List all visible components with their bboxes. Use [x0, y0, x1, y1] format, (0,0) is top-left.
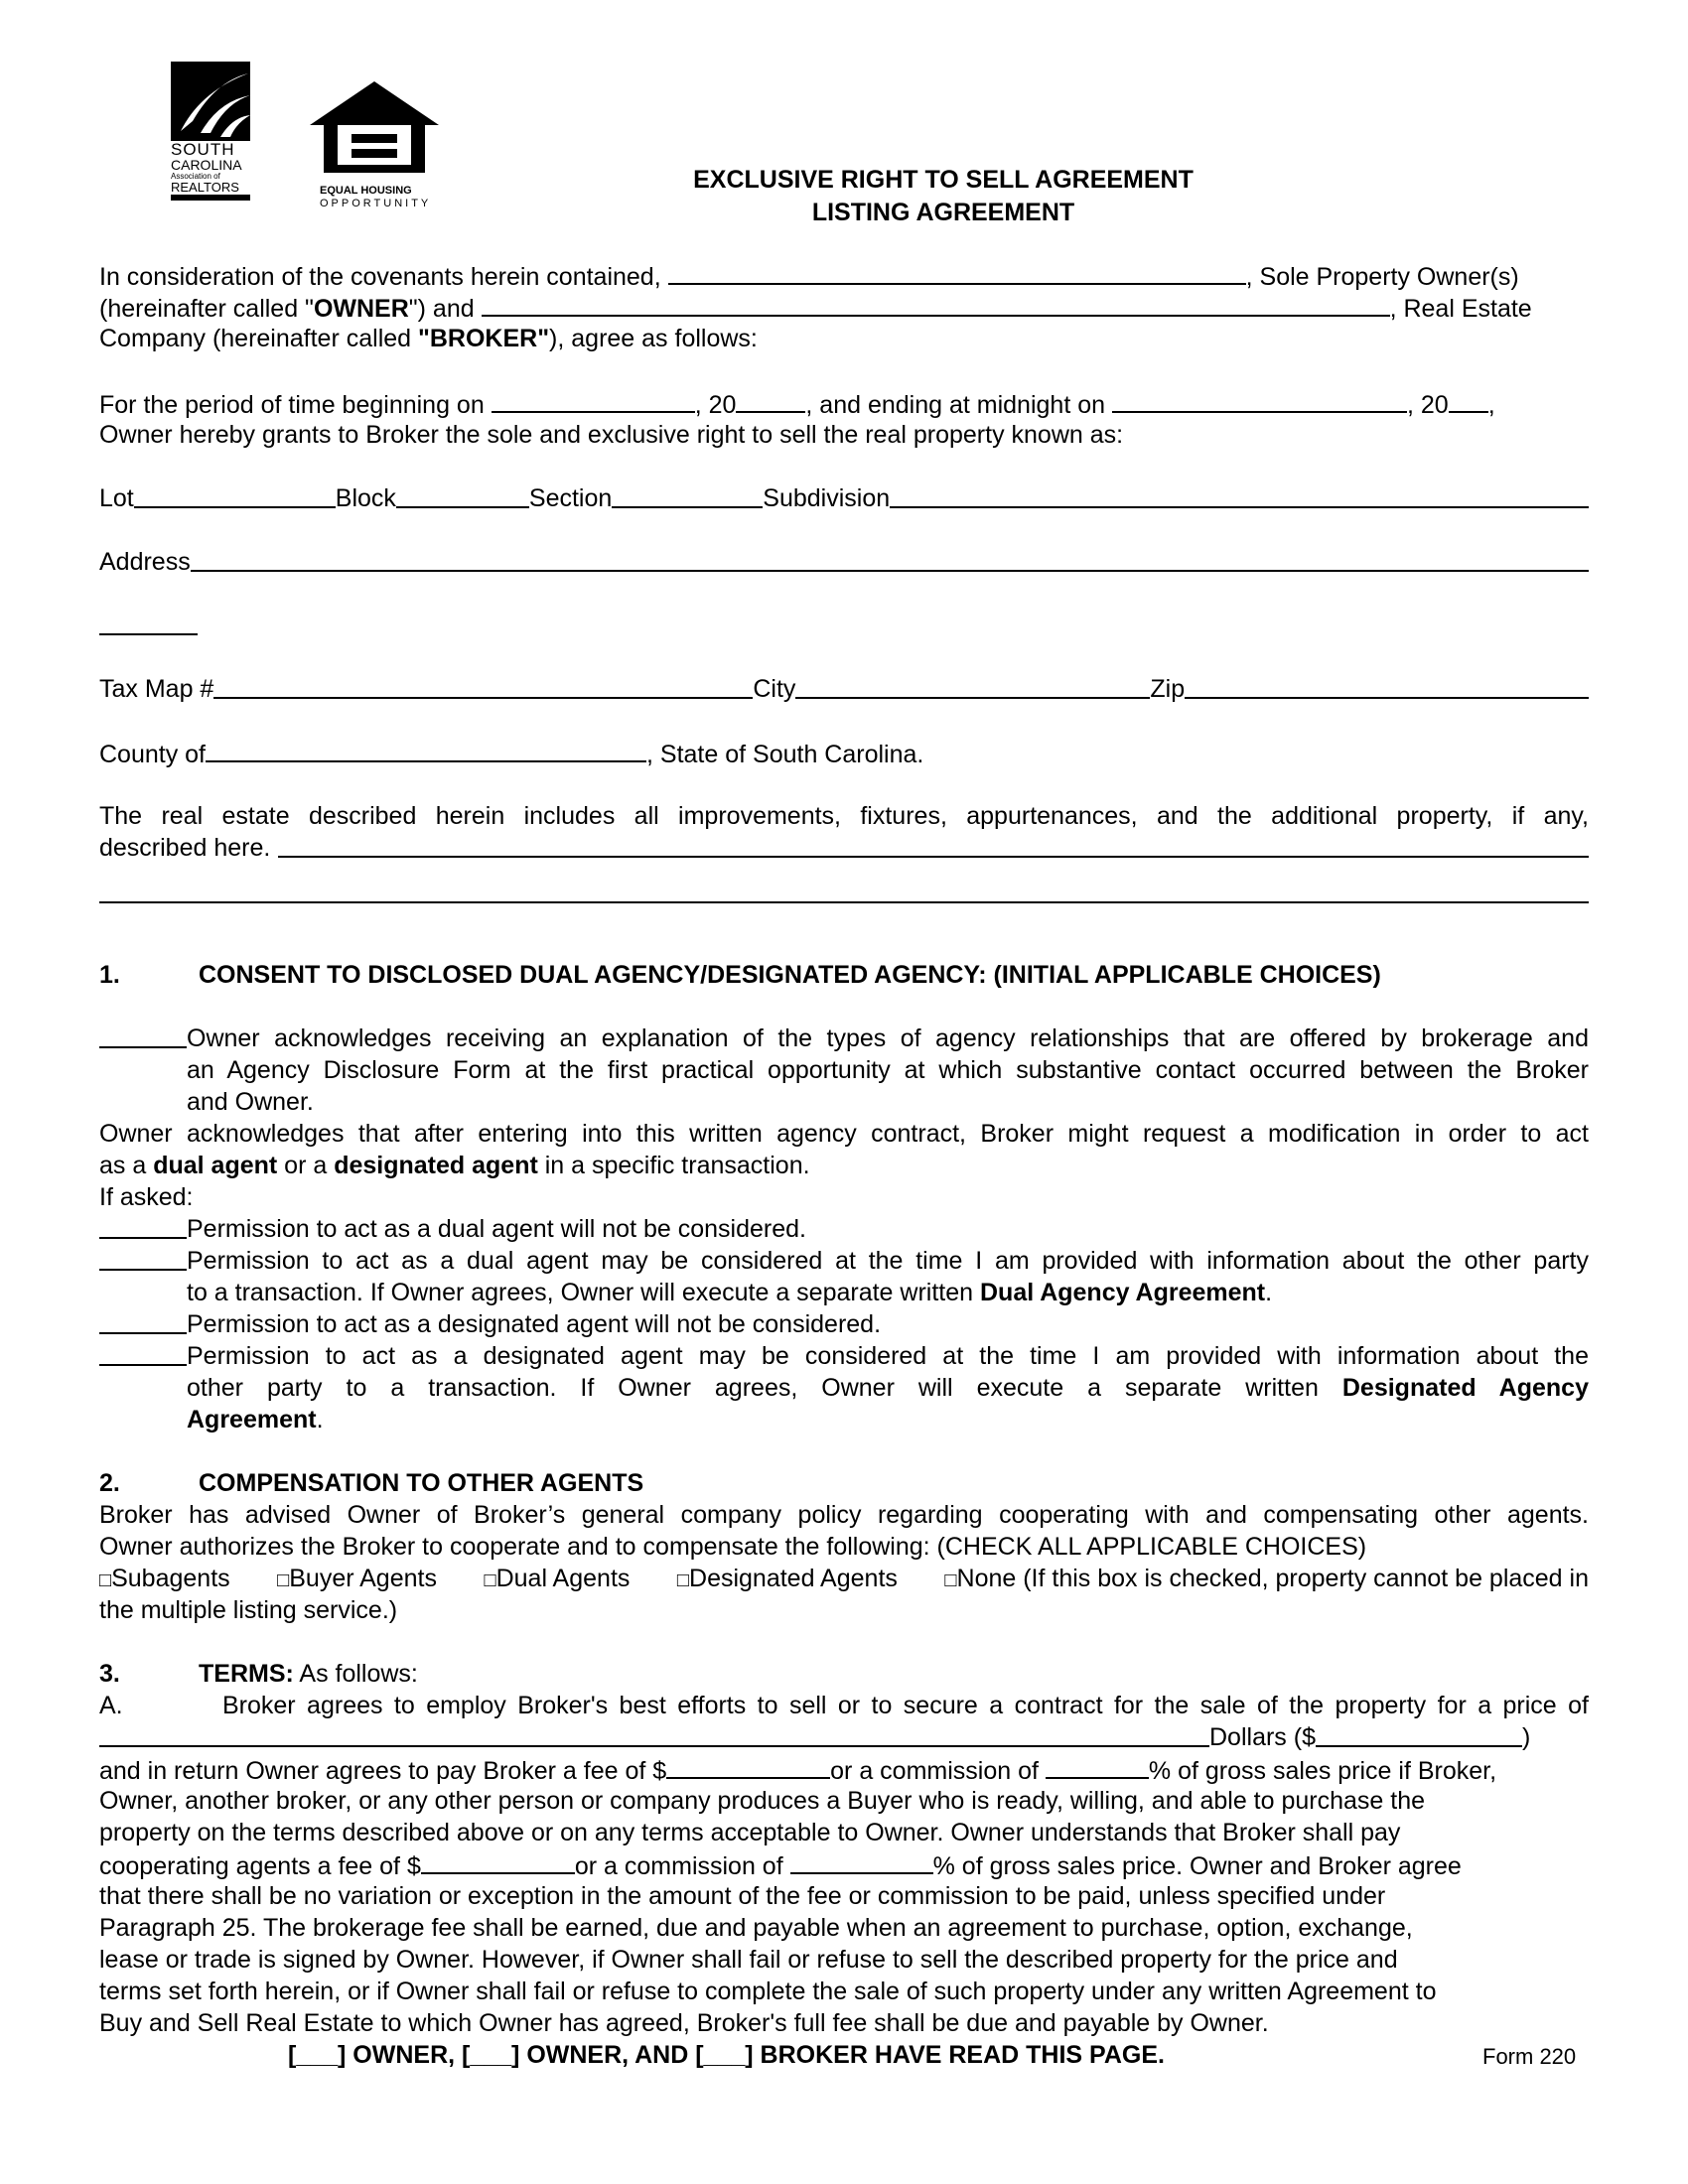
period-line-1: For the period of time beginning on , 20 , and ending at midnight on , 20 ,: [99, 387, 1589, 421]
checkbox-icon[interactable]: □: [944, 1570, 957, 1591]
section-1-option-3: Permission to act as a designated agent will not be considered.: [99, 1308, 1589, 1340]
realtors-text-1: SOUTH: [171, 140, 235, 159]
additional-property-field-2[interactable]: [99, 901, 1589, 903]
palmetto-icon: [171, 62, 254, 141]
coop-commission-field[interactable]: [790, 1848, 933, 1874]
property-includes-line-2: described here.: [99, 832, 1589, 864]
intro-line-3: Company (hereinafter called "BROKER"), agree as follows:: [99, 325, 758, 352]
end-date-field[interactable]: [1112, 387, 1407, 413]
section-3-a-line-1: A. Broker agrees to employ Broker's best efforts to sell or to secure a contract for the sale of the property for a price of: [99, 1692, 1589, 1719]
section-1-ack-line-1: Owner acknowledges receiving an explanation of the types of agency relationships that are offered by brokerage and: [99, 1023, 1589, 1054]
section-3-fee-line: and in return Owner agrees to pay Broker a fee of $ or a commission of % of gross sales price if Broker,: [99, 1753, 1589, 1787]
property-county-line: County of , State of South Carolina.: [99, 737, 1589, 770]
initials-option-2-field[interactable]: [99, 1245, 187, 1271]
choice-dual-agents[interactable]: □Dual Agents: [484, 1565, 631, 1592]
property-taxmap-line: Tax Map # City Zip: [99, 673, 1589, 705]
section-3-line-11: Buy and Sell Real Estate to which Owner has agreed, Broker's full fee shall be due and payable by Owner.: [99, 2009, 1269, 2037]
section-1-option-4: Permission to act as a designated agent may be considered at the time I am provided with information about the: [99, 1340, 1589, 1372]
section-3-coop-line: cooperating agents a fee of $ or a commission of % of gross sales price. Owner and Broker agree: [99, 1848, 1589, 1882]
section-1-heading: 1. CONSENT TO DISCLOSED DUAL AGENCY/DESIGNATED AGENCY: (INITIAL APPLICABLE CHOICES): [99, 961, 1381, 989]
address-field[interactable]: [191, 546, 1589, 572]
section-1-option-4-cont: other party to a transaction. If Owner agrees, Owner will execute a separate written Designated Agency: [187, 1374, 1589, 1402]
choice-buyer-agents[interactable]: □Buyer Agents: [277, 1565, 437, 1592]
section-1-if-asked: If asked:: [99, 1183, 194, 1211]
additional-property-field[interactable]: [278, 832, 1589, 858]
zip-field[interactable]: [1185, 673, 1589, 699]
equal-housing-text-2: OPPORTUNITY: [320, 198, 432, 209]
checkbox-icon[interactable]: □: [484, 1570, 496, 1591]
document-title: EXCLUSIVE RIGHT TO SELL AGREEMENT: [693, 166, 1194, 194]
section-1-mod-line-1: Owner acknowledges that after entering into this written agency contract, Broker might request a modification in order to act: [99, 1120, 1589, 1148]
section-1-mod-line-2: as a dual agent or a designated agent in a specific transaction.: [99, 1152, 810, 1179]
initials-option-3-field[interactable]: [99, 1308, 187, 1334]
section-2-line-1: Broker has advised Owner of Broker’s general company policy regarding cooperating with and compensating other agents.: [99, 1501, 1589, 1529]
checkbox-icon[interactable]: □: [676, 1570, 690, 1591]
section-3-line-9: lease or trade is signed by Owner. However, if Owner shall fail or refuse to sell the described property for the price and: [99, 1946, 1398, 1974]
end-year-field[interactable]: [1449, 387, 1488, 413]
choice-none[interactable]: □None (If this box is checked, property cannot be placed in: [944, 1565, 1589, 1592]
realtors-text-4: REALTORS: [171, 181, 250, 201]
section-3-line-10: terms set forth herein, or if Owner shall fail or refuse to complete the sale of such property under any written Agreement to: [99, 1978, 1437, 2005]
initials-option-4-field[interactable]: [99, 1340, 187, 1366]
intro-line-1: In consideration of the covenants herein contained, , Sole Property Owner(s): [99, 259, 1589, 293]
broker-company-field[interactable]: [482, 291, 1390, 317]
section-1-ack-line-2: an Agency Disclosure Form at the first practical opportunity at which substantive contact occurred between the Broker: [187, 1056, 1589, 1084]
property-includes-line-1: The real estate described herein includes all improvements, fixtures, appurtenances, and the additional property, if any,: [99, 802, 1589, 830]
section-2-heading: 2. COMPENSATION TO OTHER AGENTS: [99, 1469, 644, 1497]
initials-option-1-field[interactable]: [99, 1213, 187, 1239]
section-3-line-4: Owner, another broker, or any other person or company produces a Buyer who is ready, willing, and able to purchase the: [99, 1787, 1426, 1815]
section-2-choices: [99, 1563, 1589, 1596]
tax-map-field[interactable]: [213, 673, 753, 699]
equal-housing-logo: [308, 79, 447, 208]
lot-field[interactable]: [134, 482, 336, 508]
coop-fee-field[interactable]: [421, 1848, 575, 1874]
start-year-field[interactable]: [736, 387, 805, 413]
intro-line-2: (hereinafter called "OWNER") and , Real Estate: [99, 291, 1589, 325]
section-3-line-7: that there shall be no variation or exception in the amount of the fee or commission to be paid, unless specified under: [99, 1882, 1386, 1910]
price-words-field[interactable]: [99, 1721, 1209, 1747]
form-number: Form 220: [1482, 2044, 1577, 2069]
initials-ack-field[interactable]: [99, 1023, 187, 1048]
address-continuation-field[interactable]: [99, 610, 198, 635]
property-lot-line: Lot Block Section Subdivision: [99, 482, 1589, 514]
equal-housing-icon: [308, 79, 441, 175]
commission-percent-field[interactable]: [1046, 1753, 1149, 1779]
section-2-line-4: the multiple listing service.): [99, 1596, 398, 1624]
section-2-line-2: Owner authorizes the Broker to cooperate and to compensate the following: (CHECK ALL APPLICABLE CHOICES): [99, 1533, 1367, 1561]
section-field[interactable]: [612, 482, 763, 508]
subdivision-field[interactable]: [890, 482, 1589, 508]
section-1-ack-line-3: and Owner.: [187, 1088, 314, 1116]
choice-designated-agents[interactable]: □Designated Agents: [676, 1565, 898, 1592]
city-field[interactable]: [795, 673, 1150, 699]
section-1-option-2-cont: to a transaction. If Owner agrees, Owner will execute a separate written Dual Agency Agreement.: [187, 1279, 1273, 1306]
section-3-heading: 3. TERMS: As follows:: [99, 1660, 418, 1688]
realtors-text-3: Association of: [171, 172, 220, 181]
county-field[interactable]: [206, 737, 646, 762]
document-subtitle: LISTING AGREEMENT: [811, 199, 1075, 226]
checkbox-icon[interactable]: □: [277, 1570, 290, 1591]
block-field[interactable]: [396, 482, 529, 508]
section-3-line-5: property on the terms described above or on any terms acceptable to Owner. Owner understands that Broker shall pay: [99, 1819, 1401, 1846]
read-acknowledgement: [___] OWNER, [___] OWNER, AND [___] BROKER HAVE READ THIS PAGE.: [288, 2041, 1165, 2069]
section-1-option-1: Permission to act as a dual agent will not be considered.: [99, 1213, 1589, 1245]
realtors-logo: [171, 62, 254, 210]
fee-amount-field[interactable]: [666, 1753, 830, 1779]
period-line-2: Owner hereby grants to Broker the sole and exclusive right to sell the real property known as:: [99, 421, 1124, 449]
equal-housing-text-1: EQUAL HOUSING: [320, 185, 412, 197]
price-amount-field[interactable]: [1316, 1721, 1522, 1747]
choice-subagents[interactable]: □Subagents: [99, 1565, 230, 1592]
section-3-line-8: Paragraph 25. The brokerage fee shall be earned, due and payable when an agreement to purchase, option, exchange,: [99, 1914, 1413, 1942]
realtors-text-2: CAROLINA: [171, 157, 242, 173]
section-3-price-line: Dollars ($ ): [99, 1721, 1589, 1753]
start-date-field[interactable]: [492, 387, 695, 413]
owner-name-field[interactable]: [668, 259, 1246, 285]
checkbox-icon[interactable]: □: [99, 1570, 112, 1591]
section-1-option-4-end: Agreement.: [187, 1406, 324, 1433]
section-1-option-2: Permission to act as a dual agent may be considered at the time I am provided with information about the other party: [99, 1245, 1589, 1277]
property-address-line: Address: [99, 546, 1589, 578]
